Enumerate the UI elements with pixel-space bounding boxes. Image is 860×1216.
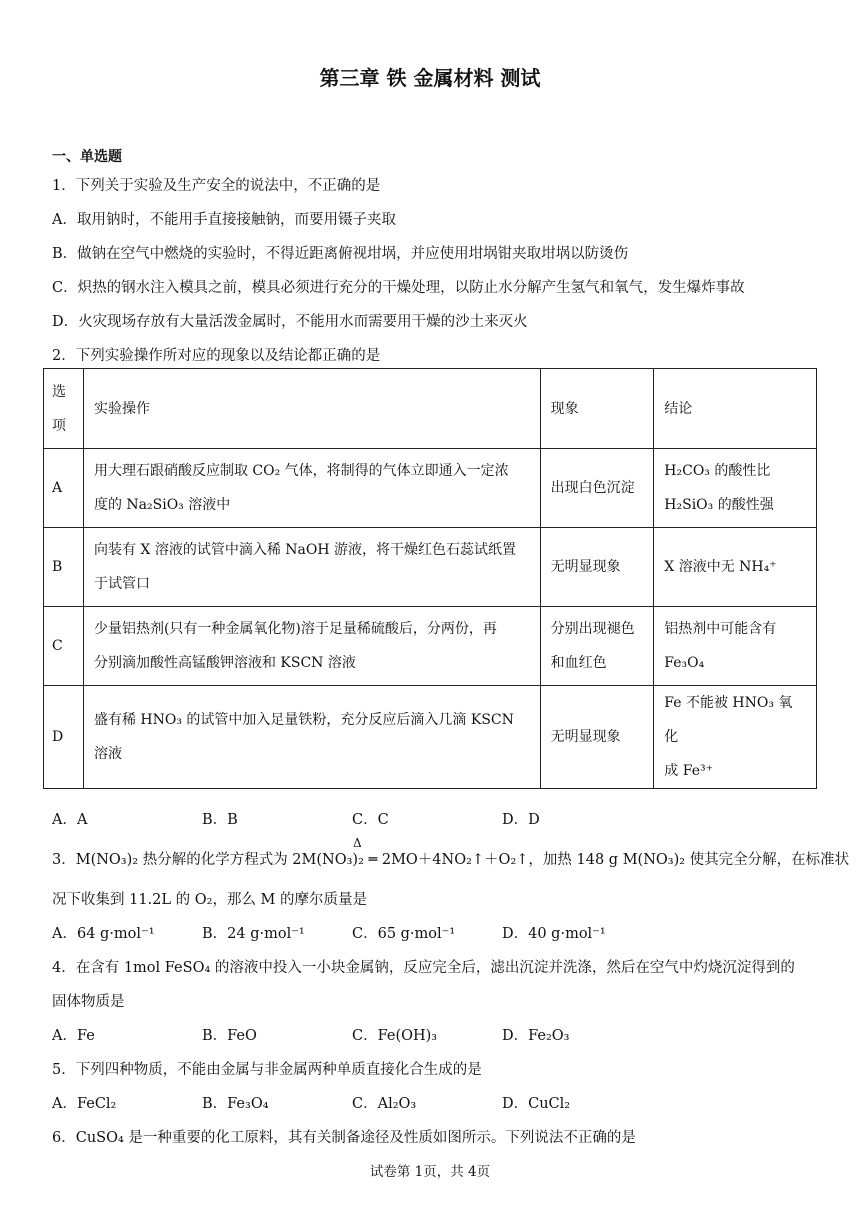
- table-header-row: [44, 369, 817, 449]
- q4-stem-line1: 4．在含有 1mol FeSO₄ 的溶液中投入一小块金属钠，反应完全后，滤出沉淀并洗涤，然后在空气中灼烧沉淀得到的: [52, 960, 795, 976]
- q3-option-d: D．40 g·mol⁻¹: [502, 926, 606, 942]
- q4-option-b: B．FeO: [202, 1028, 257, 1044]
- q4-stem-line2: 固体物质是: [52, 994, 125, 1010]
- row-phenomenon: [540, 449, 654, 528]
- q5-option-b: B．Fe₃O₄: [202, 1096, 269, 1112]
- row-phenomenon: [540, 686, 654, 789]
- q4-option-a: A．Fe: [52, 1028, 95, 1044]
- row-option: A: [44, 449, 84, 528]
- phenomenon-line: 无明显现象: [550, 559, 621, 575]
- phenomenon-line: 出现白色沉淀: [550, 480, 635, 496]
- operation-line: 向装有 X 溶液的试管中滴入稀 NaOH 游液，将干燥红色石蕊试纸置: [93, 542, 517, 558]
- row-conclusion: [654, 607, 817, 686]
- header-option-label: 选项: [52, 383, 66, 434]
- q2-stem: 2．下列实验操作所对应的现象以及结论都正确的是: [52, 348, 381, 364]
- row-conclusion: [654, 686, 817, 789]
- q3-stem-line2: 况下收集到 11.2L 的 O₂，那么 M 的摩尔质量是: [52, 892, 368, 908]
- row-option: D: [44, 686, 84, 789]
- operation-line: 少量铝热剂(只有一种金属氧化物)溶于足量稀硫酸后，分两份，再: [93, 621, 497, 637]
- row-operation: [83, 528, 540, 607]
- q4-option-d: D．Fe₂O₃: [502, 1028, 570, 1044]
- q2-answer-c: C．C: [352, 812, 389, 828]
- phenomenon-line: 和血红色: [550, 655, 607, 671]
- header-conclusion: 结论: [654, 369, 817, 449]
- table-row: [44, 607, 817, 686]
- q5-option-a: A．FeCl₂: [52, 1096, 117, 1112]
- row-option: C: [44, 607, 84, 686]
- page-title: 第三章 铁 金属材料 测试: [319, 66, 541, 90]
- operation-line: 分别滴加酸性高锰酸钾溶液和 KSCN 溶液: [93, 655, 356, 671]
- row-operation: [83, 449, 540, 528]
- conclusion-line: 成 Fe³⁺: [664, 763, 713, 779]
- q1-option-d: D．火灾现场存放有大量活泼金属时，不能用水而需要用干燥的沙土来灭火: [52, 314, 528, 330]
- q1-stem: 1．下列关于实验及生产安全的说法中，不正确的是: [52, 178, 381, 194]
- phenomenon-line: 无明显现象: [550, 729, 621, 745]
- section-heading: 一、单选题: [52, 149, 122, 165]
- q3-option-a: A．64 g·mol⁻¹: [52, 926, 155, 942]
- header-operation: 实验操作: [83, 369, 540, 449]
- q4-option-c: C．Fe(OH)₃: [352, 1028, 438, 1044]
- table-row: [44, 449, 817, 528]
- q5-option-c: C．Al₂O₃: [352, 1096, 417, 1112]
- operation-line: 盛有稀 HNO₃ 的试管中加入足量铁粉，充分反应后滴入几滴 KSCN: [93, 712, 514, 728]
- operation-line: 溶液: [93, 746, 122, 762]
- conclusion-line: H₂CO₃ 的酸性比: [664, 463, 771, 479]
- row-phenomenon: [540, 528, 654, 607]
- q2-answer-d: D．D: [502, 812, 540, 828]
- q2-answer-a: A．A: [52, 812, 88, 828]
- q3-stem-line1: 3．M(NO₃)₂ 热分解的化学方程式为 2M(NO₃)₂ ═ 2MO＋4NO₂↑＋O₂↑，加热 148 g M(NO₃)₂ 使其完全分解，在标准状: [52, 852, 850, 868]
- row-phenomenon: [540, 607, 654, 686]
- q3-option-c: C．65 g·mol⁻¹: [352, 926, 456, 942]
- q3-option-b: B．24 g·mol⁻¹: [202, 926, 305, 942]
- q5-stem: 5．下列四种物质，不能由金属与非金属两种单质直接化合生成的是: [52, 1062, 482, 1078]
- header-phenomenon: 现象: [540, 369, 654, 449]
- row-operation: [83, 607, 540, 686]
- q5-option-d: D．CuCl₂: [502, 1096, 571, 1112]
- header-option: [44, 369, 84, 449]
- heat-delta-symbol: Δ: [353, 836, 362, 850]
- table-row: [44, 686, 817, 789]
- operation-line: 于试管口: [93, 576, 150, 592]
- operation-line: 度的 Na₂SiO₃ 溶液中: [93, 497, 231, 513]
- conclusion-line: 铝热剂中可能含有: [664, 621, 777, 637]
- phenomenon-line: 分别出现褪色: [550, 621, 635, 637]
- q6-stem: 6．CuSO₄ 是一种重要的化工原料，其有关制备途径及性质如图所示。下列说法不正确的是: [52, 1130, 636, 1146]
- row-option: B: [44, 528, 84, 607]
- page-footer: 试卷第 1页，共 4页: [369, 1164, 491, 1180]
- operation-line: 用大理石跟硝酸反应制取 CO₂ 气体，将制得的气体立即通入一定浓: [93, 463, 509, 479]
- row-conclusion: [654, 528, 817, 607]
- q1-option-c: C．炽热的钢水注入模具之前，模具必须进行充分的干燥处理，以防止水分解产生氢气和氧气，发生爆炸事故: [52, 280, 745, 296]
- table-row: [44, 528, 817, 607]
- q1-option-b: B．做钠在空气中燃烧的实验时，不得近距离俯视坩埚，并应使用坩埚钳夹取坩埚以防烫伤: [52, 246, 629, 262]
- conclusion-line: Fe₃O₄: [664, 655, 705, 671]
- conclusion-line: Fe 不能被 HNO₃ 氧化: [664, 695, 793, 745]
- q2-answer-b: B．B: [202, 812, 238, 828]
- row-conclusion: [654, 449, 817, 528]
- q2-table: [43, 368, 817, 789]
- conclusion-line: H₂SiO₃ 的酸性强: [664, 497, 774, 513]
- q1-option-a: A．取用钠时，不能用手直接接触钠，而要用镊子夹取: [52, 212, 396, 228]
- conclusion-line: X 溶液中无 NH₄⁺: [664, 559, 777, 575]
- row-operation: [83, 686, 540, 789]
